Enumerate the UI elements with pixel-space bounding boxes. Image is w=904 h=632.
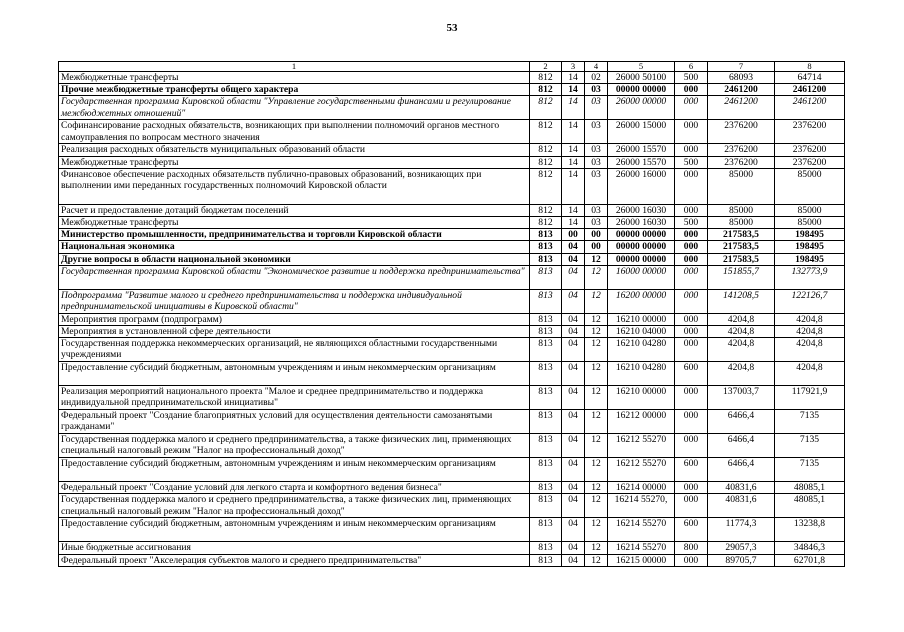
section-cell: 14: [562, 84, 585, 96]
amount-2024-cell: 198495: [775, 241, 845, 253]
subsection-cell: 03: [585, 156, 608, 168]
amount-2023-cell: 40831,6: [708, 494, 775, 518]
target-article-cell: 26000 50100: [608, 72, 675, 84]
amount-2023-cell: 137003,7: [708, 386, 775, 410]
amount-2024-cell: 198495: [775, 253, 845, 265]
target-article-cell: 00000 00000: [608, 229, 675, 241]
section-cell: 14: [562, 120, 585, 144]
row-name-cell: Другие вопросы в области национальной экономики: [59, 253, 530, 265]
row-name-cell: Расчет и предоставление дотаций бюджетам поселений: [59, 204, 530, 216]
row-name-cell: Реализация мероприятий национального проекта "Малое и среднее предпринимательство и поддержка индивидуальной предпринимательской инициативы": [59, 386, 530, 410]
subsection-cell: 12: [585, 362, 608, 386]
table-row: [59, 229, 845, 241]
header-cell: 4: [585, 62, 608, 72]
expense-type-cell: 000: [675, 204, 708, 216]
amount-2024-cell: 4204,8: [775, 362, 845, 386]
ministry-code-cell: 813: [530, 253, 562, 265]
table-row: [59, 156, 845, 168]
header-cell: 1: [59, 62, 530, 72]
target-article-cell: 00000 00000: [608, 241, 675, 253]
section-cell: 14: [562, 204, 585, 216]
ministry-code-cell: 813: [530, 362, 562, 386]
expense-type-cell: 000: [675, 482, 708, 494]
expense-type-cell: 500: [675, 72, 708, 84]
section-cell: 04: [562, 554, 585, 566]
amount-2023-cell: 85000: [708, 168, 775, 204]
expense-type-cell: 000: [675, 326, 708, 338]
section-cell: 04: [562, 542, 585, 554]
row-name-cell: Государственная программа Кировской области "Управление государственными финансами и регулирование межбюджетных отношений": [59, 96, 530, 120]
amount-2024-cell: 64714: [775, 72, 845, 84]
row-name-cell: Национальная экономика: [59, 241, 530, 253]
amount-2023-cell: 2461200: [708, 96, 775, 120]
table-body: [59, 72, 845, 567]
table-row: [59, 168, 845, 204]
amount-2024-cell: 132773,9: [775, 265, 845, 289]
section-cell: 04: [562, 386, 585, 410]
target-article-cell: 00000 00000: [608, 84, 675, 96]
subsection-cell: 12: [585, 434, 608, 458]
ministry-code-cell: 813: [530, 434, 562, 458]
subsection-cell: 03: [585, 96, 608, 120]
target-article-cell: 16210 04000: [608, 326, 675, 338]
ministry-code-cell: 813: [530, 313, 562, 325]
ministry-code-cell: 813: [530, 326, 562, 338]
subsection-cell: 12: [585, 518, 608, 542]
subsection-cell: 12: [585, 482, 608, 494]
row-name-cell: Предоставление субсидий бюджетным, автономным учреждениям и иным некоммерческим организациям: [59, 458, 530, 482]
row-name-cell: Государственная поддержка малого и среднего предпринимательства, а также физических лиц, применяющих специальный налоговый режим "Налог на профессиональный доход": [59, 434, 530, 458]
header-cell: 8: [775, 62, 845, 72]
row-name-cell: Подпрограмма "Развитие малого и среднего предпринимательства и поддержка индивидуальной предпринимательской инициативы в Кировской области": [59, 289, 530, 313]
amount-2024-cell: 4204,8: [775, 326, 845, 338]
row-name-cell: Предоставление субсидий бюджетным, автономным учреждениям и иным некоммерческим организациям: [59, 362, 530, 386]
amount-2024-cell: 2376200: [775, 144, 845, 156]
amount-2024-cell: 4204,8: [775, 313, 845, 325]
subsection-cell: 00: [585, 229, 608, 241]
table-row: [59, 241, 845, 253]
amount-2023-cell: 85000: [708, 204, 775, 216]
expense-type-cell: 800: [675, 542, 708, 554]
section-cell: 04: [562, 458, 585, 482]
ministry-code-cell: 812: [530, 217, 562, 229]
expense-type-cell: 000: [675, 241, 708, 253]
table-row: [59, 542, 845, 554]
target-article-cell: 26000 15000: [608, 120, 675, 144]
target-article-cell: 16212 55270: [608, 458, 675, 482]
section-cell: 14: [562, 96, 585, 120]
section-cell: 04: [562, 338, 585, 362]
ministry-code-cell: 813: [530, 289, 562, 313]
amount-2023-cell: 141208,5: [708, 289, 775, 313]
ministry-code-cell: 812: [530, 156, 562, 168]
row-name-cell: Государственная поддержка некоммерческих организаций, не являющихся областными государственными учреждениями: [59, 338, 530, 362]
table-row: [59, 338, 845, 362]
target-article-cell: 26000 16000: [608, 168, 675, 204]
header-cell: 6: [675, 62, 708, 72]
expense-type-cell: 000: [675, 84, 708, 96]
ministry-code-cell: 812: [530, 84, 562, 96]
subsection-cell: 03: [585, 204, 608, 216]
row-name-cell: Мероприятия программ (подпрограмм): [59, 313, 530, 325]
subsection-cell: 12: [585, 289, 608, 313]
subsection-cell: 12: [585, 542, 608, 554]
amount-2024-cell: 7135: [775, 458, 845, 482]
expense-type-cell: 000: [675, 386, 708, 410]
ministry-code-cell: 813: [530, 494, 562, 518]
amount-2023-cell: 151855,7: [708, 265, 775, 289]
header-row: [59, 62, 845, 72]
target-article-cell: 16210 00000: [608, 313, 675, 325]
table-row: [59, 265, 845, 289]
subsection-cell: 03: [585, 144, 608, 156]
target-article-cell: 16210 04280: [608, 338, 675, 362]
row-name-cell: Межбюджетные трансферты: [59, 156, 530, 168]
target-article-cell: 26000 15570: [608, 144, 675, 156]
header-cell: 2: [530, 62, 562, 72]
row-name-cell: Федеральный проект "Создание условий для легкого старта и комфортного ведения бизнеса": [59, 482, 530, 494]
amount-2023-cell: 2376200: [708, 144, 775, 156]
row-name-cell: Мероприятия в установленной сфере деятельности: [59, 326, 530, 338]
target-article-cell: 16210 04280: [608, 362, 675, 386]
target-article-cell: 16200 00000: [608, 289, 675, 313]
target-article-cell: 16212 00000: [608, 410, 675, 434]
expense-type-cell: 500: [675, 217, 708, 229]
row-name-cell: Министерство промышленности, предпринимательства и торговли Кировской области: [59, 229, 530, 241]
table-row: [59, 313, 845, 325]
table-row: [59, 494, 845, 518]
amount-2024-cell: 2461200: [775, 84, 845, 96]
amount-2024-cell: 34846,3: [775, 542, 845, 554]
subsection-cell: 12: [585, 253, 608, 265]
ministry-code-cell: 813: [530, 458, 562, 482]
target-article-cell: 26000 16030: [608, 204, 675, 216]
table-row: [59, 326, 845, 338]
amount-2024-cell: 85000: [775, 204, 845, 216]
row-name-cell: Иные бюджетные ассигнования: [59, 542, 530, 554]
amount-2024-cell: 48085,1: [775, 482, 845, 494]
subsection-cell: 12: [585, 458, 608, 482]
expense-type-cell: 500: [675, 156, 708, 168]
amount-2024-cell: 4204,8: [775, 338, 845, 362]
section-cell: 04: [562, 518, 585, 542]
expense-type-cell: 600: [675, 362, 708, 386]
subsection-cell: 03: [585, 84, 608, 96]
subsection-cell: 12: [585, 386, 608, 410]
section-cell: 04: [562, 289, 585, 313]
amount-2024-cell: 2376200: [775, 120, 845, 144]
amount-2023-cell: 85000: [708, 217, 775, 229]
ministry-code-cell: 812: [530, 72, 562, 84]
amount-2023-cell: 11774,3: [708, 518, 775, 542]
table-row: [59, 253, 845, 265]
subsection-cell: 03: [585, 120, 608, 144]
row-name-cell: Федеральный проект "Акселерация субъектов малого и среднего предпринимательства": [59, 554, 530, 566]
subsection-cell: 02: [585, 72, 608, 84]
target-article-cell: 16214 55270: [608, 518, 675, 542]
expense-type-cell: 000: [675, 229, 708, 241]
section-cell: 14: [562, 144, 585, 156]
table-row: [59, 410, 845, 434]
section-cell: 04: [562, 434, 585, 458]
amount-2023-cell: 2461200: [708, 84, 775, 96]
expense-type-cell: 600: [675, 458, 708, 482]
amount-2024-cell: 122126,7: [775, 289, 845, 313]
table-row: [59, 217, 845, 229]
subsection-cell: 12: [585, 410, 608, 434]
amount-2024-cell: 7135: [775, 434, 845, 458]
table-row: [59, 120, 845, 144]
ministry-code-cell: 813: [530, 482, 562, 494]
amount-2023-cell: 29057,3: [708, 542, 775, 554]
amount-2024-cell: 48085,1: [775, 494, 845, 518]
amount-2023-cell: 4204,8: [708, 326, 775, 338]
subsection-cell: 00: [585, 241, 608, 253]
ministry-code-cell: 813: [530, 554, 562, 566]
target-article-cell: 16210 00000: [608, 386, 675, 410]
table-row: [59, 518, 845, 542]
section-cell: 04: [562, 482, 585, 494]
row-name-cell: Предоставление субсидий бюджетным, автономным учреждениям и иным некоммерческим организациям: [59, 518, 530, 542]
subsection-cell: 03: [585, 217, 608, 229]
row-name-cell: Реализация расходных обязательств муниципальных образований области: [59, 144, 530, 156]
amount-2023-cell: 2376200: [708, 120, 775, 144]
table-row: [59, 289, 845, 313]
amount-2023-cell: 6466,4: [708, 410, 775, 434]
ministry-code-cell: 812: [530, 120, 562, 144]
ministry-code-cell: 812: [530, 96, 562, 120]
ministry-code-cell: 812: [530, 168, 562, 204]
amount-2023-cell: 4204,8: [708, 362, 775, 386]
table-row: [59, 434, 845, 458]
table-row: [59, 458, 845, 482]
expense-type-cell: 000: [675, 120, 708, 144]
ministry-code-cell: 813: [530, 542, 562, 554]
table-row: [59, 144, 845, 156]
target-article-cell: 26000 15570: [608, 156, 675, 168]
section-cell: 04: [562, 362, 585, 386]
amount-2023-cell: 68093: [708, 72, 775, 84]
header-cell: 7: [708, 62, 775, 72]
target-article-cell: 26000 16030: [608, 217, 675, 229]
amount-2024-cell: 13238,8: [775, 518, 845, 542]
expense-type-cell: 000: [675, 494, 708, 518]
subsection-cell: 12: [585, 326, 608, 338]
expense-type-cell: 000: [675, 265, 708, 289]
subsection-cell: 03: [585, 168, 608, 204]
expense-type-cell: 000: [675, 289, 708, 313]
amount-2024-cell: 85000: [775, 217, 845, 229]
row-name-cell: Федеральный проект "Создание благоприятных условий для осуществления деятельности самозанятыми гражданами": [59, 410, 530, 434]
section-cell: 00: [562, 229, 585, 241]
header-cell: 5: [608, 62, 675, 72]
subsection-cell: 12: [585, 494, 608, 518]
section-cell: 04: [562, 313, 585, 325]
amount-2023-cell: 217583,5: [708, 253, 775, 265]
table-row: [59, 554, 845, 566]
subsection-cell: 12: [585, 313, 608, 325]
ministry-code-cell: 813: [530, 410, 562, 434]
section-cell: 04: [562, 265, 585, 289]
section-cell: 14: [562, 156, 585, 168]
section-cell: 04: [562, 494, 585, 518]
table-row: [59, 204, 845, 216]
row-name-cell: Государственная программа Кировской области "Экономическое развитие и поддержка предпринимательства": [59, 265, 530, 289]
table-row: [59, 96, 845, 120]
section-cell: 04: [562, 326, 585, 338]
row-name-cell: Софинансирование расходных обязательств, возникающих при выполнении полномочий органов местного самоуправления по вопросам местного значения: [59, 120, 530, 144]
ministry-code-cell: 813: [530, 241, 562, 253]
row-name-cell: Финансовое обеспечение расходных обязательств публично-правовых образований, возникающих при выполнении ими переданных государственных полномочий Кировской области: [59, 168, 530, 204]
expense-type-cell: 000: [675, 96, 708, 120]
section-cell: 14: [562, 72, 585, 84]
expense-type-cell: 000: [675, 313, 708, 325]
target-article-cell: 26000 00000: [608, 96, 675, 120]
section-cell: 04: [562, 241, 585, 253]
target-article-cell: 16214 55270: [608, 542, 675, 554]
amount-2023-cell: 6466,4: [708, 458, 775, 482]
subsection-cell: 12: [585, 554, 608, 566]
target-article-cell: 16215 00000: [608, 554, 675, 566]
section-cell: 04: [562, 410, 585, 434]
target-article-cell: 16212 55270: [608, 434, 675, 458]
amount-2023-cell: 89705,7: [708, 554, 775, 566]
target-article-cell: 16000 00000: [608, 265, 675, 289]
table-row: [59, 72, 845, 84]
expense-type-cell: 000: [675, 554, 708, 566]
ministry-code-cell: 813: [530, 229, 562, 241]
ministry-code-cell: 813: [530, 265, 562, 289]
table-row: [59, 482, 845, 494]
page-number: 53: [446, 22, 458, 34]
section-cell: 04: [562, 253, 585, 265]
expense-type-cell: 000: [675, 253, 708, 265]
target-article-cell: 16214 00000: [608, 482, 675, 494]
amount-2023-cell: 4204,8: [708, 313, 775, 325]
amount-2024-cell: 2461200: [775, 96, 845, 120]
ministry-code-cell: 813: [530, 338, 562, 362]
expense-type-cell: 000: [675, 338, 708, 362]
header-cell: 3: [562, 62, 585, 72]
ministry-code-cell: 813: [530, 518, 562, 542]
row-name-cell: Межбюджетные трансферты: [59, 72, 530, 84]
table-row: [59, 362, 845, 386]
amount-2023-cell: 217583,5: [708, 229, 775, 241]
section-cell: 14: [562, 217, 585, 229]
row-name-cell: Прочие межбюджетные трансферты общего характера: [59, 84, 530, 96]
ministry-code-cell: 812: [530, 204, 562, 216]
expense-type-cell: 000: [675, 434, 708, 458]
amount-2023-cell: 4204,8: [708, 338, 775, 362]
subsection-cell: 12: [585, 338, 608, 362]
amount-2024-cell: 117921,9: [775, 386, 845, 410]
subsection-cell: 12: [585, 265, 608, 289]
row-name-cell: Государственная поддержка малого и среднего предпринимательства, а также физических лиц, применяющих специальный налоговый режим "Налог на профессиональный доход": [59, 494, 530, 518]
amount-2024-cell: 62701,8: [775, 554, 845, 566]
expense-type-cell: 000: [675, 168, 708, 204]
amount-2023-cell: 6466,4: [708, 434, 775, 458]
ministry-code-cell: 813: [530, 386, 562, 410]
expense-type-cell: 000: [675, 144, 708, 156]
budget-table: [58, 61, 845, 567]
amount-2023-cell: 40831,6: [708, 482, 775, 494]
table-row: [59, 386, 845, 410]
target-article-cell: 16214 55270,: [608, 494, 675, 518]
row-name-cell: Межбюджетные трансферты: [59, 217, 530, 229]
amount-2024-cell: 85000: [775, 168, 845, 204]
amount-2023-cell: 217583,5: [708, 241, 775, 253]
amount-2024-cell: 2376200: [775, 156, 845, 168]
amount-2023-cell: 2376200: [708, 156, 775, 168]
table-row: [59, 84, 845, 96]
expense-type-cell: 000: [675, 410, 708, 434]
amount-2024-cell: 7135: [775, 410, 845, 434]
ministry-code-cell: 812: [530, 144, 562, 156]
amount-2024-cell: 198495: [775, 229, 845, 241]
target-article-cell: 00000 00000: [608, 253, 675, 265]
expense-type-cell: 600: [675, 518, 708, 542]
section-cell: 14: [562, 168, 585, 204]
